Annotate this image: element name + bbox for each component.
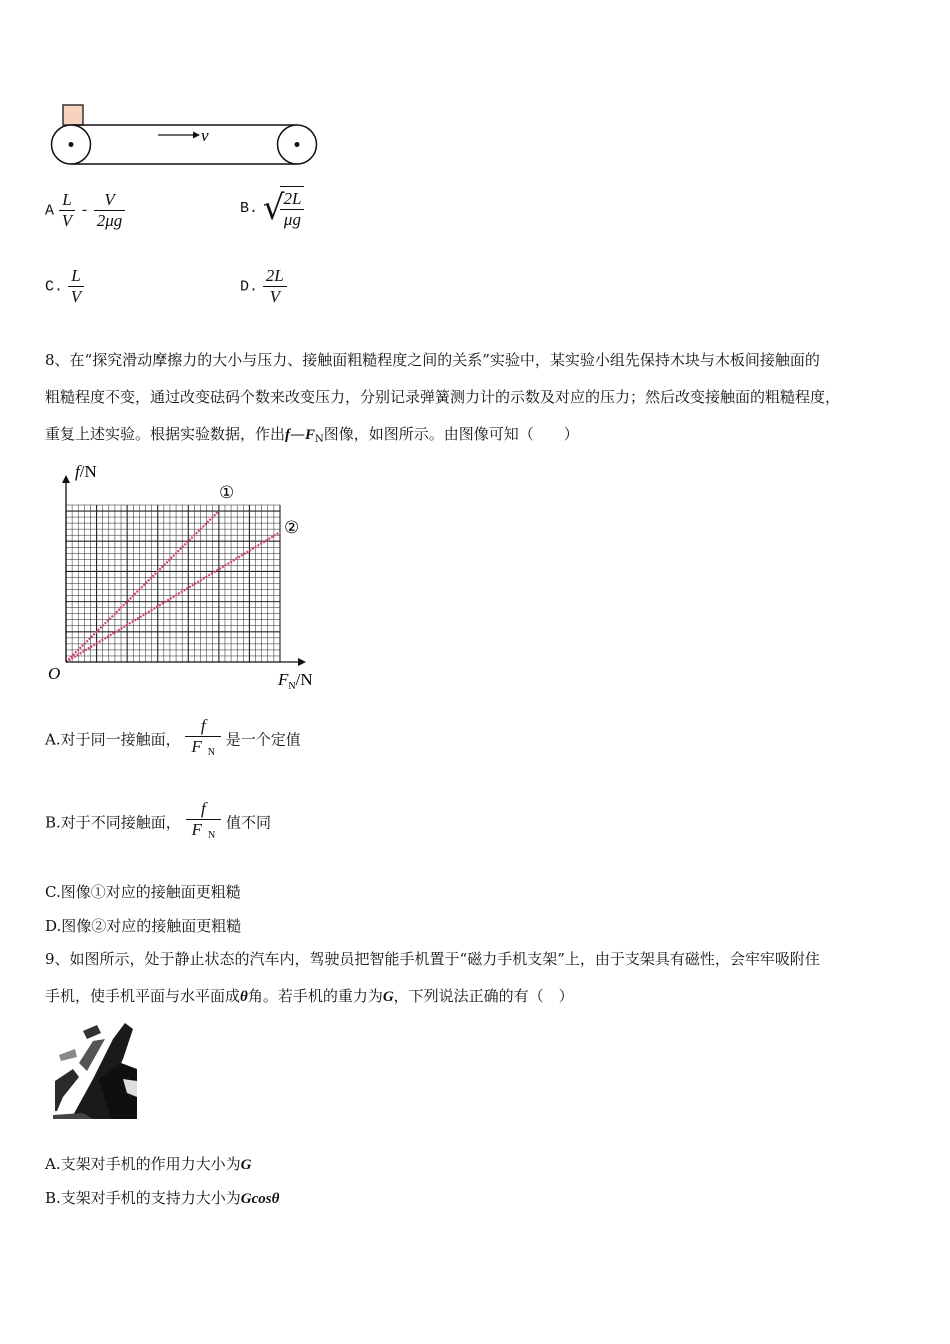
- phone-holder-photo: [53, 1019, 137, 1119]
- y-axis-arrow: [62, 475, 70, 483]
- series-2-label: ②: [284, 518, 300, 538]
- series-line-1: [66, 511, 219, 662]
- q8-stem: 8、在“探究滑动摩擦力的大小与压力、接触面粗糙程度之间的关系”实验中，某实验小组先保持木块与木板间接触面的 粗糙程度不变，通过改变砝码个数来改变压力，分别记录弹簧测力计的示数及对应的压力；然后改变接触面的粗糙程度， 重复上述实验。根据实验数据，作出$f—F_N$图像，如图所示。由图像可知（ ）: [45, 351, 841, 445]
- q8-option-a: A.对于同一接触面， $\frac{f}{F _N}$ 是一个定值: [45, 716, 301, 763]
- q8-option-d: D.图像②对应的接触面更粗糙: [45, 917, 242, 935]
- fraction: $\frac{L}{V}$: [68, 266, 84, 307]
- fraction: $\frac{L}{V}$: [59, 190, 75, 231]
- conveyor-belt-figure: [45, 100, 325, 172]
- q7-option-d: D. $\frac{2L}{V}$: [240, 266, 287, 307]
- fraction: $\frac{f}{F _N}$: [186, 799, 222, 846]
- sqrt-sign: √: [262, 188, 285, 228]
- q9-option-b: B.支架对手机的支持力大小为Gcosθ: [45, 1189, 280, 1207]
- belt-block: [63, 105, 83, 125]
- friction-force-chart: [40, 455, 330, 695]
- x-axis-arrow: [298, 658, 306, 666]
- fraction: $\frac{f}{F _N}$: [185, 716, 221, 763]
- chart-grid: [66, 505, 280, 662]
- series-1-label: ①: [219, 483, 235, 503]
- q8-option-b: B.对于不同接触面， $\frac{f}{F _N}$ 值不同: [45, 799, 271, 846]
- y-axis-label: f/N: [75, 462, 97, 481]
- fraction: $\frac{2L}{V}$: [263, 266, 287, 307]
- x-axis-label: $F_N/N$: [278, 670, 313, 692]
- series-line-2: [66, 532, 280, 662]
- q8-option-c: C.图像①对应的接触面更粗糙: [45, 883, 241, 901]
- q7-option-b: B. √ $\frac{2L}{\mu g}$: [240, 186, 304, 230]
- q7-option-c: C. $\frac{L}{V}$: [45, 266, 84, 307]
- q9-option-a: A.支架对手机的作用力大小为G: [45, 1155, 252, 1173]
- chart-series: [66, 511, 280, 662]
- origin-label: O: [48, 664, 61, 683]
- fraction: $\frac{2L}{\mu g}$: [280, 189, 304, 230]
- fraction: $\frac{V}{2\mu g}$: [94, 190, 126, 231]
- velocity-label: v: [201, 126, 209, 145]
- q9-stem: 9、如图所示，处于静止状态的汽车内，驾驶员把智能手机置于“磁力手机支架”上，由于支架具有磁性，会牢牢吸附住 手机，使手机平面与水平面成θ角。若手机的重力为G，下列说法正确的有（ ）: [45, 950, 820, 1005]
- q7-option-a: A $\frac{L}{V}$ - $\frac{V}{2\mu g}$: [45, 190, 125, 231]
